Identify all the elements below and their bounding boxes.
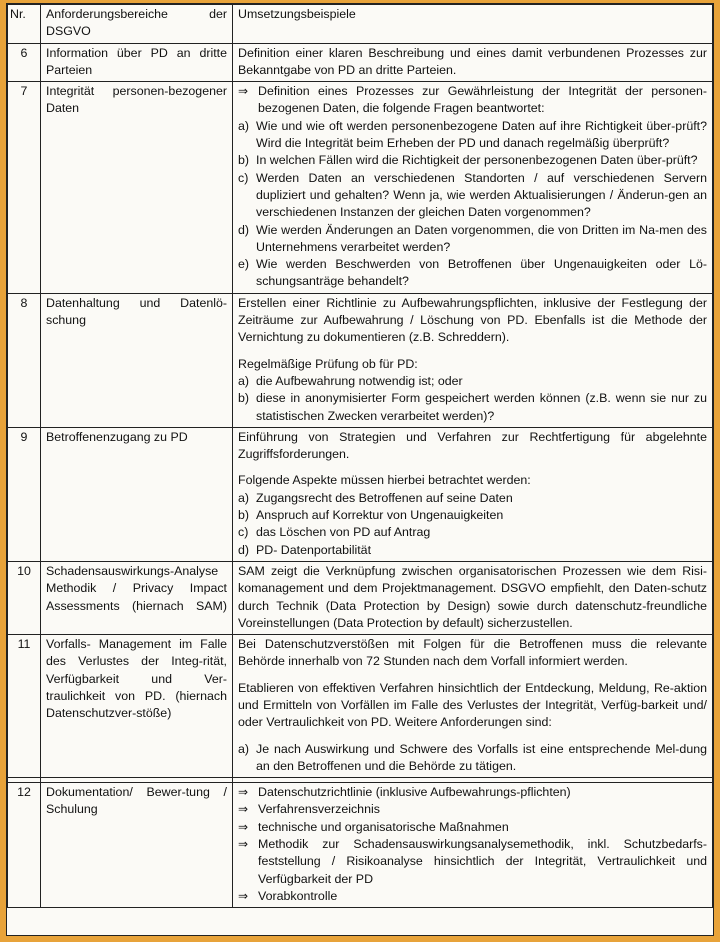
list-item: a) Zugangsrecht des Betroffenen auf seine Daten — [238, 490, 513, 505]
row-number: 10 — [8, 561, 41, 634]
list-item: b) In welchen Fällen wird die Richtigkeit der personenbezogenen Daten über-prüft? — [238, 153, 698, 168]
row-area: Integrität personen-bezogener Daten — [41, 82, 233, 294]
row-number: 12 — [8, 783, 41, 908]
row-number: 7 — [8, 82, 41, 294]
table-row — [8, 561, 713, 634]
row-number: 11 — [8, 635, 41, 778]
row-text: Definition einer klaren Beschreibung und eines damit verbundenen Prozesses zur Bekanntgabe von PD an dritte Parteien. — [233, 43, 713, 82]
arrow-icon: ⇒ — [238, 819, 249, 834]
row-area: Vorfalls- Management im Falle des Verlustes der Integ-rität, Verfügbarkeit und Ver-traulichkeit von PD. (hiernach Datenschutzver-stöße) — [41, 635, 233, 778]
table-row — [8, 635, 713, 778]
arrow-icon: ⇒ — [238, 802, 249, 817]
header-nr: Nr. — [8, 5, 41, 44]
table-row — [8, 783, 713, 908]
arrow-item: ⇒ technische und organisatorische Maßnahmen — [238, 819, 707, 836]
row-text: Erstellen einer Richtlinie zu Aufbewahrungspflichten, inklusive der Festlegung der Zeiträume zur Aufbewahrung / Löschung von PD. Ebenfalls ist die Methode der Vernichtung zu dokumentieren (z.B. Schreddern). Regelmäßige Prüfung ob für PD: a) die Aufbewahrung notwendig ist; oder b) diese in anonymisierter Form gespeichert werden können (z.B. wenn sie nur zu statistischen Zwecken verarbeitet werden)? — [233, 293, 713, 427]
row-area: Information über PD an dritte Parteien — [41, 43, 233, 82]
row-area: Schadensauswirkungs-Analyse Methodik / Privacy Impact Assessments (hiernach SAM) — [41, 561, 233, 634]
row-text — [233, 783, 713, 908]
header-examples: Umsetzungsbeispiele — [233, 5, 713, 44]
list-item: a) Je nach Auswirkung und Schwere des Vorfalls ist eine entsprechende Mel-dung an den Betroffenen und die Behörde zu tätigen. — [238, 741, 707, 773]
table-header-row — [8, 5, 713, 44]
table-row — [8, 43, 713, 82]
list-item: c) Werden Daten an verschiedenen Standorten / auf verschiedenen Servern dupliziert und gehalten? Wenn ja, wie werden Aktualisierungen / Änderun-gen an verschiedenen Instanzen der gleichen Daten vorgenommen? — [238, 170, 707, 220]
list-item: a) Wie und wie oft werden personenbezogene Daten auf ihre Richtigkeit über-prüft? Wird die Integrität beim Erheben der PD und danach regelmäßig überprüft? — [238, 118, 707, 151]
row-text: SAM zeigt die Verknüpfung zwischen organisatorischen Prozessen wie dem Risi-komanagement und dem Projektmanagement. DSGVO empfiehlt, den Daten-schutz durch Technik (Data Protection by Design) sowie durch datenschutz-freundliche Voreinstellungen (Data Protection by default) sicherzustellen. — [233, 561, 713, 634]
list-item: b) diese in anonymisierter Form gespeichert werden können (z.B. wenn sie nur zu statistischen Zwecken verarbeitet werden)? — [238, 391, 707, 423]
arrow-item: ⇒ Definition eines Prozesses zur Gewährleistung der Integrität der personen-bezogenen Daten, die folgende Fragen beantwortet: — [238, 83, 707, 118]
list-item: e) Wie werden Beschwerden von Betroffenen über Ungenauigkeiten oder Lö-schungsanträge behandelt? — [238, 257, 707, 289]
list-item: d) Wie werden Änderungen an Daten vorgenommen, die von Dritten im Na-men des Unternehmens verarbeitet werden? — [238, 222, 707, 254]
row-area: Betroffenenzugang zu PD — [41, 427, 233, 561]
list-item: a) die Aufbewahrung notwendig ist; oder — [238, 373, 463, 388]
arrow-item: ⇒ Verfahrensverzeichnis — [238, 801, 707, 818]
list-item: b) Anspruch auf Korrektur von Ungenauigkeiten — [238, 508, 504, 523]
arrow-icon: ⇒ — [238, 785, 249, 800]
arrow-icon: ⇒ — [238, 84, 249, 99]
list-item: d) PD- Datenportabilität — [238, 542, 372, 557]
arrow-item: ⇒ Methodik zur Schadensauswirkungsanalysemethodik, inkl. Schutzbedarfs-feststellung / Risikoanalyse hinsichtlich der Integrität, Vertraulichkeit und Verfügbarkeit der PD — [238, 836, 707, 888]
row-number: 9 — [8, 427, 41, 561]
row-text: Bei Datenschutzverstößen mit Folgen für die Betroffenen muss die relevante Behörde innerhalb von 72 Stunden nach dem Vorfall informiert werden. Etablieren von effektiven Verfahren hinsichtlich der Entdeckung, Meldung, Re-aktion und Ermitteln von Vorfällen im Falle des Verlustes der Integrität, Verfüg-barkeit und/ oder Vertraulichkeit von PD. Weitere Anforderungen sind: a) Je nach Auswirkung und Schwere des Vorfalls ist eine entsprechende Mel-dung an den Betroffenen und die Behörde zu tätigen. — [233, 635, 713, 778]
row-number: 8 — [8, 293, 41, 427]
arrow-icon: ⇒ — [238, 837, 249, 852]
requirements-table — [7, 4, 713, 908]
table-row — [8, 427, 713, 561]
header-area: Anforderungsbereiche der DSGVO — [41, 5, 233, 44]
table-row — [8, 293, 713, 427]
arrow-item: ⇒ Vorabkontrolle — [238, 888, 707, 905]
arrow-item: ⇒ Datenschutzrichtlinie (inklusive Aufbewahrungs-pflichten) — [238, 784, 707, 801]
document-page — [6, 3, 714, 936]
list-item: c) das Löschen von PD auf Antrag — [238, 525, 431, 540]
row-number: 6 — [8, 43, 41, 82]
row-area: Dokumentation/ Bewer-tung / Schulung — [41, 783, 233, 908]
row-text: Einführung von Strategien und Verfahren zur Rechtfertigung für abgelehnte Zugriffsforderungen. Folgende Aspekte müssen hierbei betrachtet werden: a) Zugangsrecht des Betroffenen auf seine Daten b) Anspruch auf Korrektur von Ungenauigkeiten c) das Löschen von PD auf Antrag d) PD- Datenportabilität — [233, 427, 713, 561]
row-text — [233, 82, 713, 294]
row-area: Datenhaltung und Datenlö-schung — [41, 293, 233, 427]
table-row — [8, 82, 713, 294]
arrow-icon: ⇒ — [238, 888, 249, 903]
